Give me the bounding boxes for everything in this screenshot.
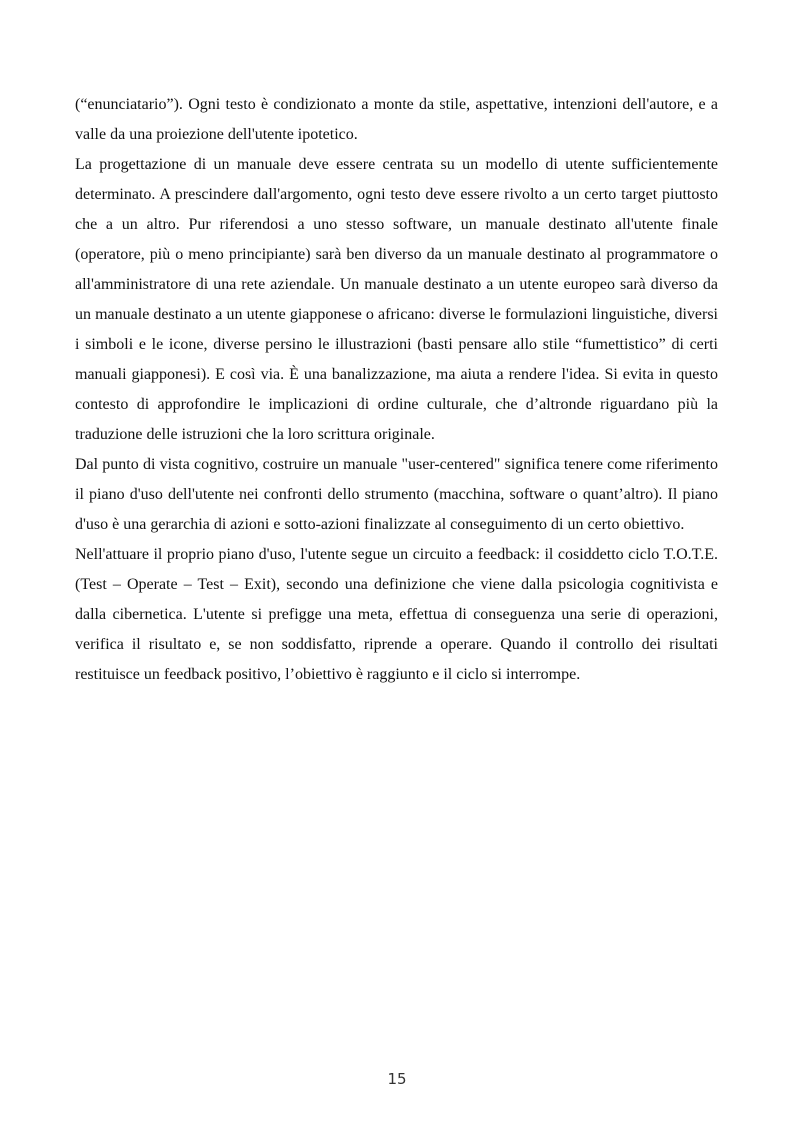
paragraph-enunciatario: (“enunciatario”). Ogni testo è condizionato a monte da stile, aspettative, intenzioni dell'autore, e a valle da una proiezione dell'utente ipotetico. [75, 96, 718, 143]
page-body [75, 90, 718, 690]
paragraph-user-centered: Dal punto di vista cognitivo, costruire un manuale "user-centered" significa tenere come riferimento il piano d'uso dell'utente nei confronti dello strumento (macchina, software o quant’altro). Il piano d'uso è una gerarchia di azioni e sotto-azioni finalizzate al conseguimento di un certo obiettivo. [75, 456, 718, 533]
page-number: 15 [387, 1070, 407, 1088]
paragraph-manual-design: La progettazione di un manuale deve essere centrata su un modello di utente sufficientemente determinato. A prescindere dall'argomento, ogni testo deve essere rivolto a un certo target piuttosto che a un altro. Pur riferendosi a uno stesso software, un manuale destinato all'utente finale (operatore, più o meno principiante) sarà ben diverso da un manuale destinato al programmatore o all'amministratore di una rete aziendale. Un manuale destinato a un utente europeo sarà diverso da un manuale destinato a un utente giapponese o africano: diverse le formulazioni linguistiche, diversi i simboli e le icone, diverse persino le illustrazioni (basti pensare allo stile “fumettistico” di certi manuali giapponesi). E così via. È una banalizzazione, ma aiuta a rendere l'idea. Si evita in questo contesto di approfondire le implicazioni di ordine culturale, che d’altronde riguardano più la traduzione delle istruzioni che la loro scrittura originale. [75, 156, 718, 443]
paragraph-tote-cycle: Nell'attuare il proprio piano d'uso, l'utente segue un circuito a feedback: il cosiddetto ciclo T.O.T.E. (Test – Operate – Test – Exit), secondo una definizione che viene dalla psicologia cognitivista e dalla cibernetica. L'utente si prefigge una meta, effettua di conseguenza una serie di operazioni, verifica il risultato e, se non soddisfatto, riprende a operare. Quando il controllo dei risultati restituisce un feedback positivo, l’obiettivo è raggiunto e il ciclo si interrompe. [75, 546, 718, 683]
